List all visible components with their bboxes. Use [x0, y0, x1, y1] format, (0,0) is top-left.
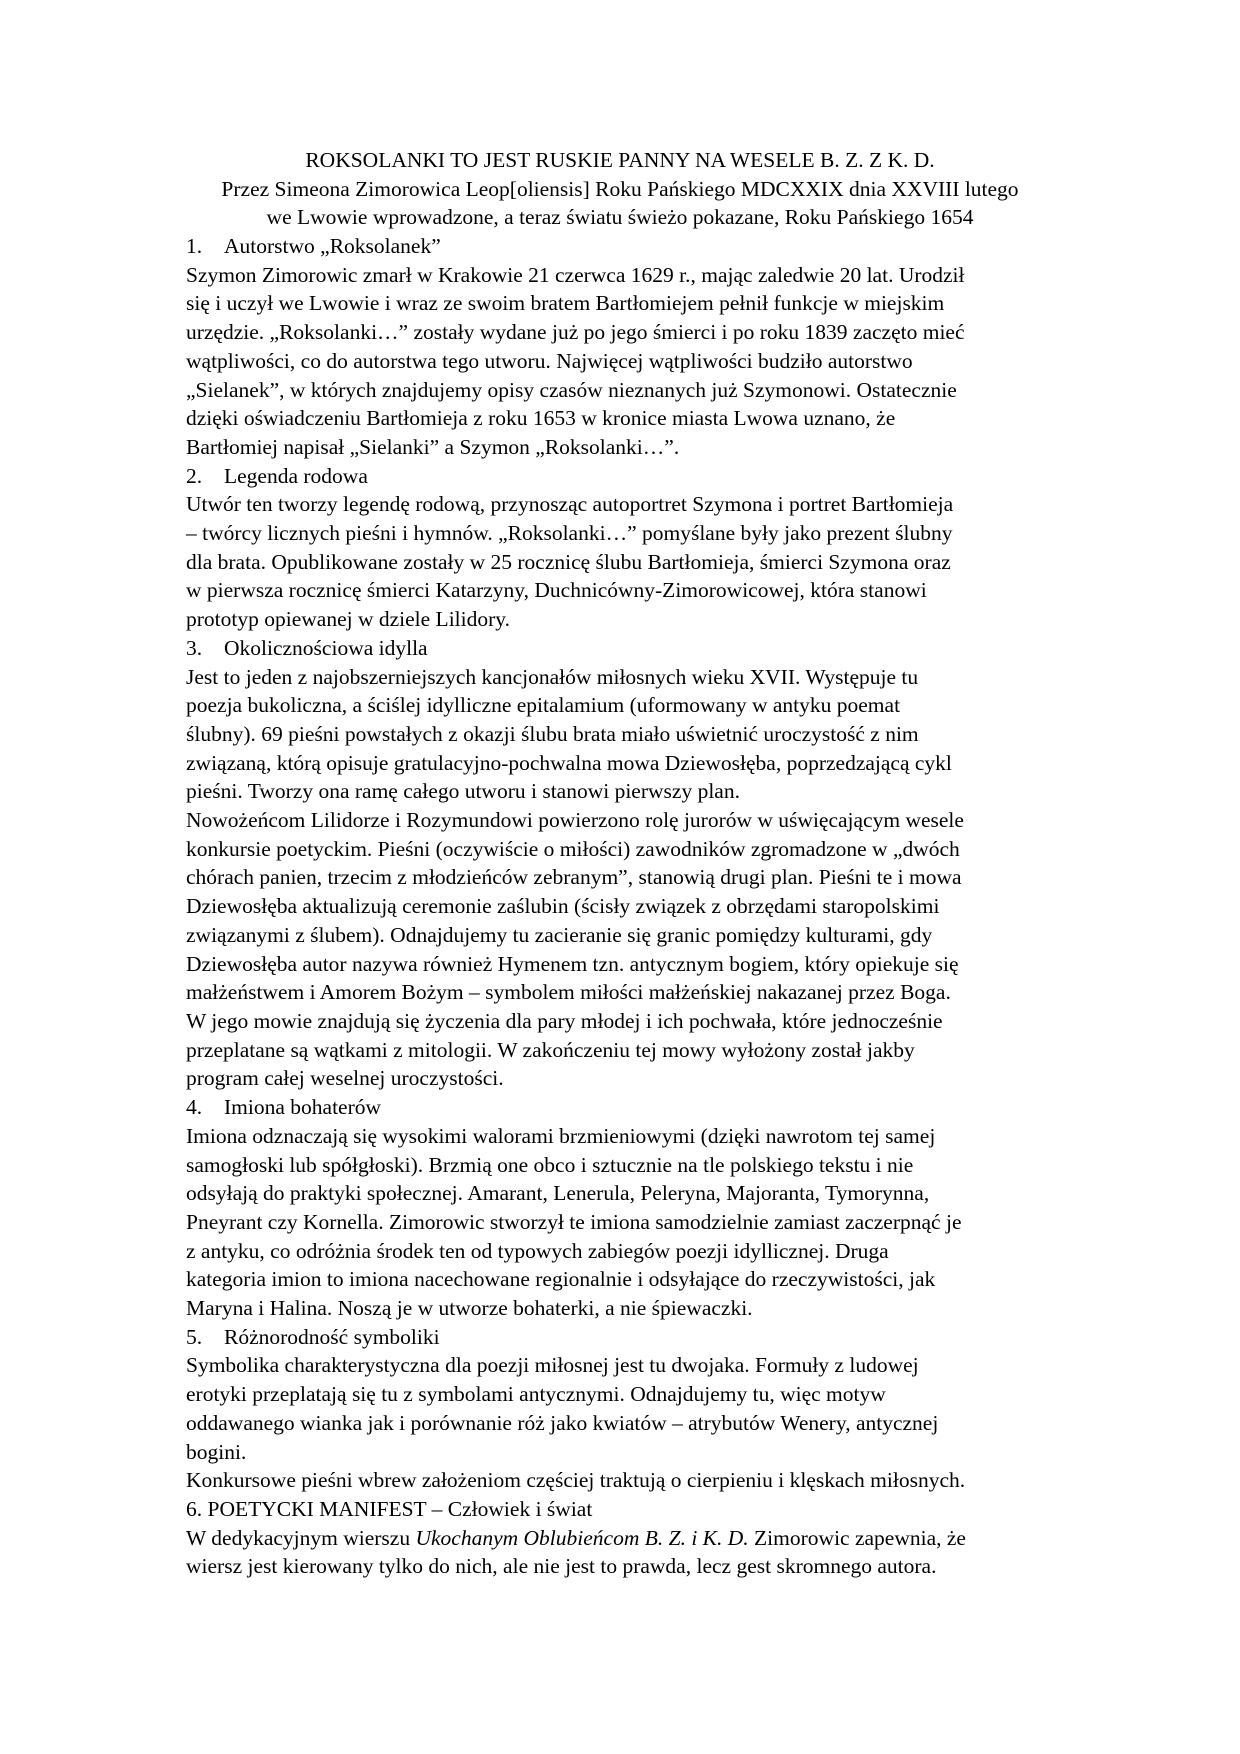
text-line: Konkursowe pieśni wbrew założeniom częściej traktują o cierpieniu i klęskach miłosnych. — [186, 1468, 966, 1493]
text-line: oddawanego wianka jak i porównanie róż jako kwiatów – atrybutów Wenery, antycznej — [186, 1410, 939, 1435]
section-paragraph-family-legend — [186, 490, 1096, 634]
document-body — [186, 232, 1096, 1581]
text-line: Maryna i Halina. Noszą je w utworze bohaterki, a nie śpiewaczki. — [186, 1296, 753, 1321]
text-line: erotyki przeplatają się tu z symbolami antycznymi. Odnajdujemy tu, więc motyw — [186, 1382, 886, 1407]
section-paragraph-symbolism — [186, 1351, 1096, 1495]
section-heading-character-names — [186, 1093, 1096, 1122]
section-paragraph-idyll — [186, 663, 1096, 1094]
text-line: Dziewosłęba autor nazywa również Hymenem tzn. antycznym bogiem, który opiekuje się — [186, 951, 959, 976]
section-number: 5. — [186, 1324, 203, 1349]
text-line: Pneyrant czy Kornella. Zimorowic stworzył te imiona samodzielnie zamiast zaczerpnąć je — [186, 1209, 962, 1234]
section-number: 3. — [186, 635, 203, 660]
text-line: Bartłomiej napisał „Sielanki” a Szymon „Roksolanki…”. — [186, 434, 680, 459]
text-line: Szymon Zimorowic zmarł w Krakowie 21 czerwca 1629 r., mając zaledwie 20 lat. Urodził — [186, 262, 965, 287]
section-heading-poetic-manifesto: 6. POETYCKI MANIFEST – Człowiek i świat — [186, 1496, 593, 1521]
text-line: małżeństwem i Amorem Bożym – symbolem miłości małżeńskiej nakazanej przez Boga. — [186, 980, 951, 1005]
text-line: dzięki oświadczeniu Bartłomieja z roku 1653 w kronice miasta Lwowa uznano, że — [186, 406, 896, 431]
text-line: się i uczył we Lwowie i wraz ze swoim bratem Bartłomiejem pełnił funkcje w miejskim — [186, 291, 945, 316]
text-line: urzędzie. „Roksolanki…” zostały wydane już po jego śmierci i po roku 1839 zaczęto mieć — [186, 320, 965, 345]
section-paragraph-poetic-manifesto — [186, 1524, 1096, 1581]
section-heading-text: Autorstwo „Roksolanek” — [224, 234, 441, 258]
text-line: Dziewosłęba aktualizują ceremonie zaślubin (ścisły związek z obrzędami staropolskimi — [186, 894, 940, 919]
text-line: Nowożeńcom Lilidorze i Rozymundowi powierzono rolę jurorów w uświęcającym wesele — [186, 808, 964, 833]
text-line: program całej weselnej uroczystości. — [186, 1066, 504, 1091]
text-line: bogini. — [186, 1439, 247, 1464]
text-line: Imiona odznaczają się wysokimi walorami brzmieniowymi (dzięki nawrotom tej samej — [186, 1123, 936, 1148]
text-line: wątpliwości, co do autorstwa tego utworu. Najwięcej wątpliwości budziło autorstwo — [186, 348, 913, 373]
document-title: ROKSOLANKI TO JEST RUSKIE PANNY NA WESELE B. Z. Z K. D. — [305, 148, 935, 172]
text-line: poezja bukoliczna, a ściślej idylliczne epitalamium (uformowany w antyku poemat — [186, 693, 901, 718]
section-heading-text: Legenda rodowa — [224, 463, 368, 488]
text-line: Utwór ten tworzy legendę rodową, przynosząc autoportret Szymona i portret Bartłomieja — [186, 492, 954, 517]
section-paragraph-character-names — [186, 1122, 1096, 1323]
section-heading-text: Różnorodność symboliki — [224, 1324, 440, 1349]
section-heading-symbolism — [186, 1323, 1096, 1352]
text-line: pieśni. Tworzy ona ramę całego utworu i stanowi pierwszy plan. — [186, 779, 740, 804]
text-line: W jego mowie znajdują się życzenia dla pary młodej i ich pochwała, które jednocześnie — [186, 1008, 943, 1033]
text-line: Symbolika charakterystyczna dla poezji miłosnej jest tu dwojaka. Formuły z ludowej — [186, 1353, 919, 1378]
dedication-title: Ukochanym Oblubieńcom B. Z. i K. D. — [415, 1525, 749, 1550]
text-line: dla brata. Opublikowane zostały w 25 rocznicę ślubu Bartłomieja, śmierci Szymona oraz — [186, 549, 951, 574]
document-subtitle-line-1: Przez Simeona Zimorowica Leop[oliensis] Roku Pańskiego MDCXXIX dnia XXVIII lutego — [221, 176, 1019, 201]
text-line: chórach panien, trzecim z młodzieńców zebranym”, stanowią drugi plan. Pieśni te i mowa — [186, 865, 962, 890]
section-paragraph-authorship — [186, 261, 1096, 462]
section-number: 4. — [186, 1095, 203, 1120]
text-line: w pierwsza rocznicę śmierci Katarzyny, Duchnicówny-Zimorowicowej, która stanowi — [186, 578, 927, 603]
text-line: przeplatane są wątkami z mitologii. W zakończeniu tej mowy wyłożony został jakby — [186, 1037, 915, 1062]
text-line: prototyp opiewanej w dziele Lilidory. — [186, 607, 511, 632]
text-line — [186, 1524, 1096, 1553]
section-heading-text: Imiona bohaterów — [224, 1095, 382, 1120]
section-heading-authorship — [186, 232, 1096, 261]
text-line: Jest to jeden z najobszerniejszych kancjonałów miłosnych wieku XVII. Występuje tu — [186, 664, 919, 689]
section-heading-idyll — [186, 634, 1096, 663]
text-line: konkursie poetyckim. Pieśni (oczywiście o miłości) zawodników zgromadzone w „dwóch — [186, 836, 960, 861]
section-heading-family-legend — [186, 462, 1096, 491]
section-number: 1. — [186, 234, 203, 258]
section-heading-text: Okolicznościowa idylla — [224, 635, 428, 660]
text-line: z antyku, co odróżnia środek ten od typowych zabiegów poezji idyllicznej. Druga — [186, 1238, 889, 1263]
title-block — [150, 146, 1090, 232]
text-line: samogłoski lub spółgłoski). Brzmią one obco i sztucznie na tle polskiego tekstu i nie — [186, 1152, 914, 1177]
text-line: – twórcy licznych pieśni i hymnów. „Roksolanki…” pomyślane były jako prezent ślubny — [186, 521, 953, 546]
section-number: 2. — [186, 463, 203, 488]
text-run: Zimorowic zapewnia, że — [748, 1525, 966, 1550]
text-line: związaną, którą opisuje gratulacyjno-pochwalna mowa Dziewosłęba, poprzedzającą cykl — [186, 750, 952, 775]
text-line: kategoria imion to imiona nacechowane regionalnie i odsyłające do rzeczywistości, jak — [186, 1267, 936, 1292]
text-line: „Sielanek”, w których znajdujemy opisy czasów nieznanych już Szymonowi. Ostatecznie — [186, 377, 957, 402]
text-line: ślubny). 69 pieśni powstałych z okazji ślubu brata miało uświetnić uroczystość z nim — [186, 721, 919, 746]
text-run: W dedykacyjnym wierszu — [186, 1525, 416, 1550]
text-line: wiersz jest kierowany tylko do nich, ale nie jest to prawda, lecz gest skromnego autora. — [186, 1554, 937, 1579]
document-subtitle-line-2: we Lwowie wprowadzone, a teraz światu świeżo pokazane, Roku Pańskiego 1654 — [266, 205, 974, 230]
text-line: odsyłają do praktyki społecznej. Amarant, Lenerula, Peleryna, Majoranta, Tymorynna, — [186, 1181, 930, 1206]
text-line: związanymi z ślubem). Odnajdujemy tu zacieranie się granic pomiędzy kulturami, gdy — [186, 922, 933, 947]
